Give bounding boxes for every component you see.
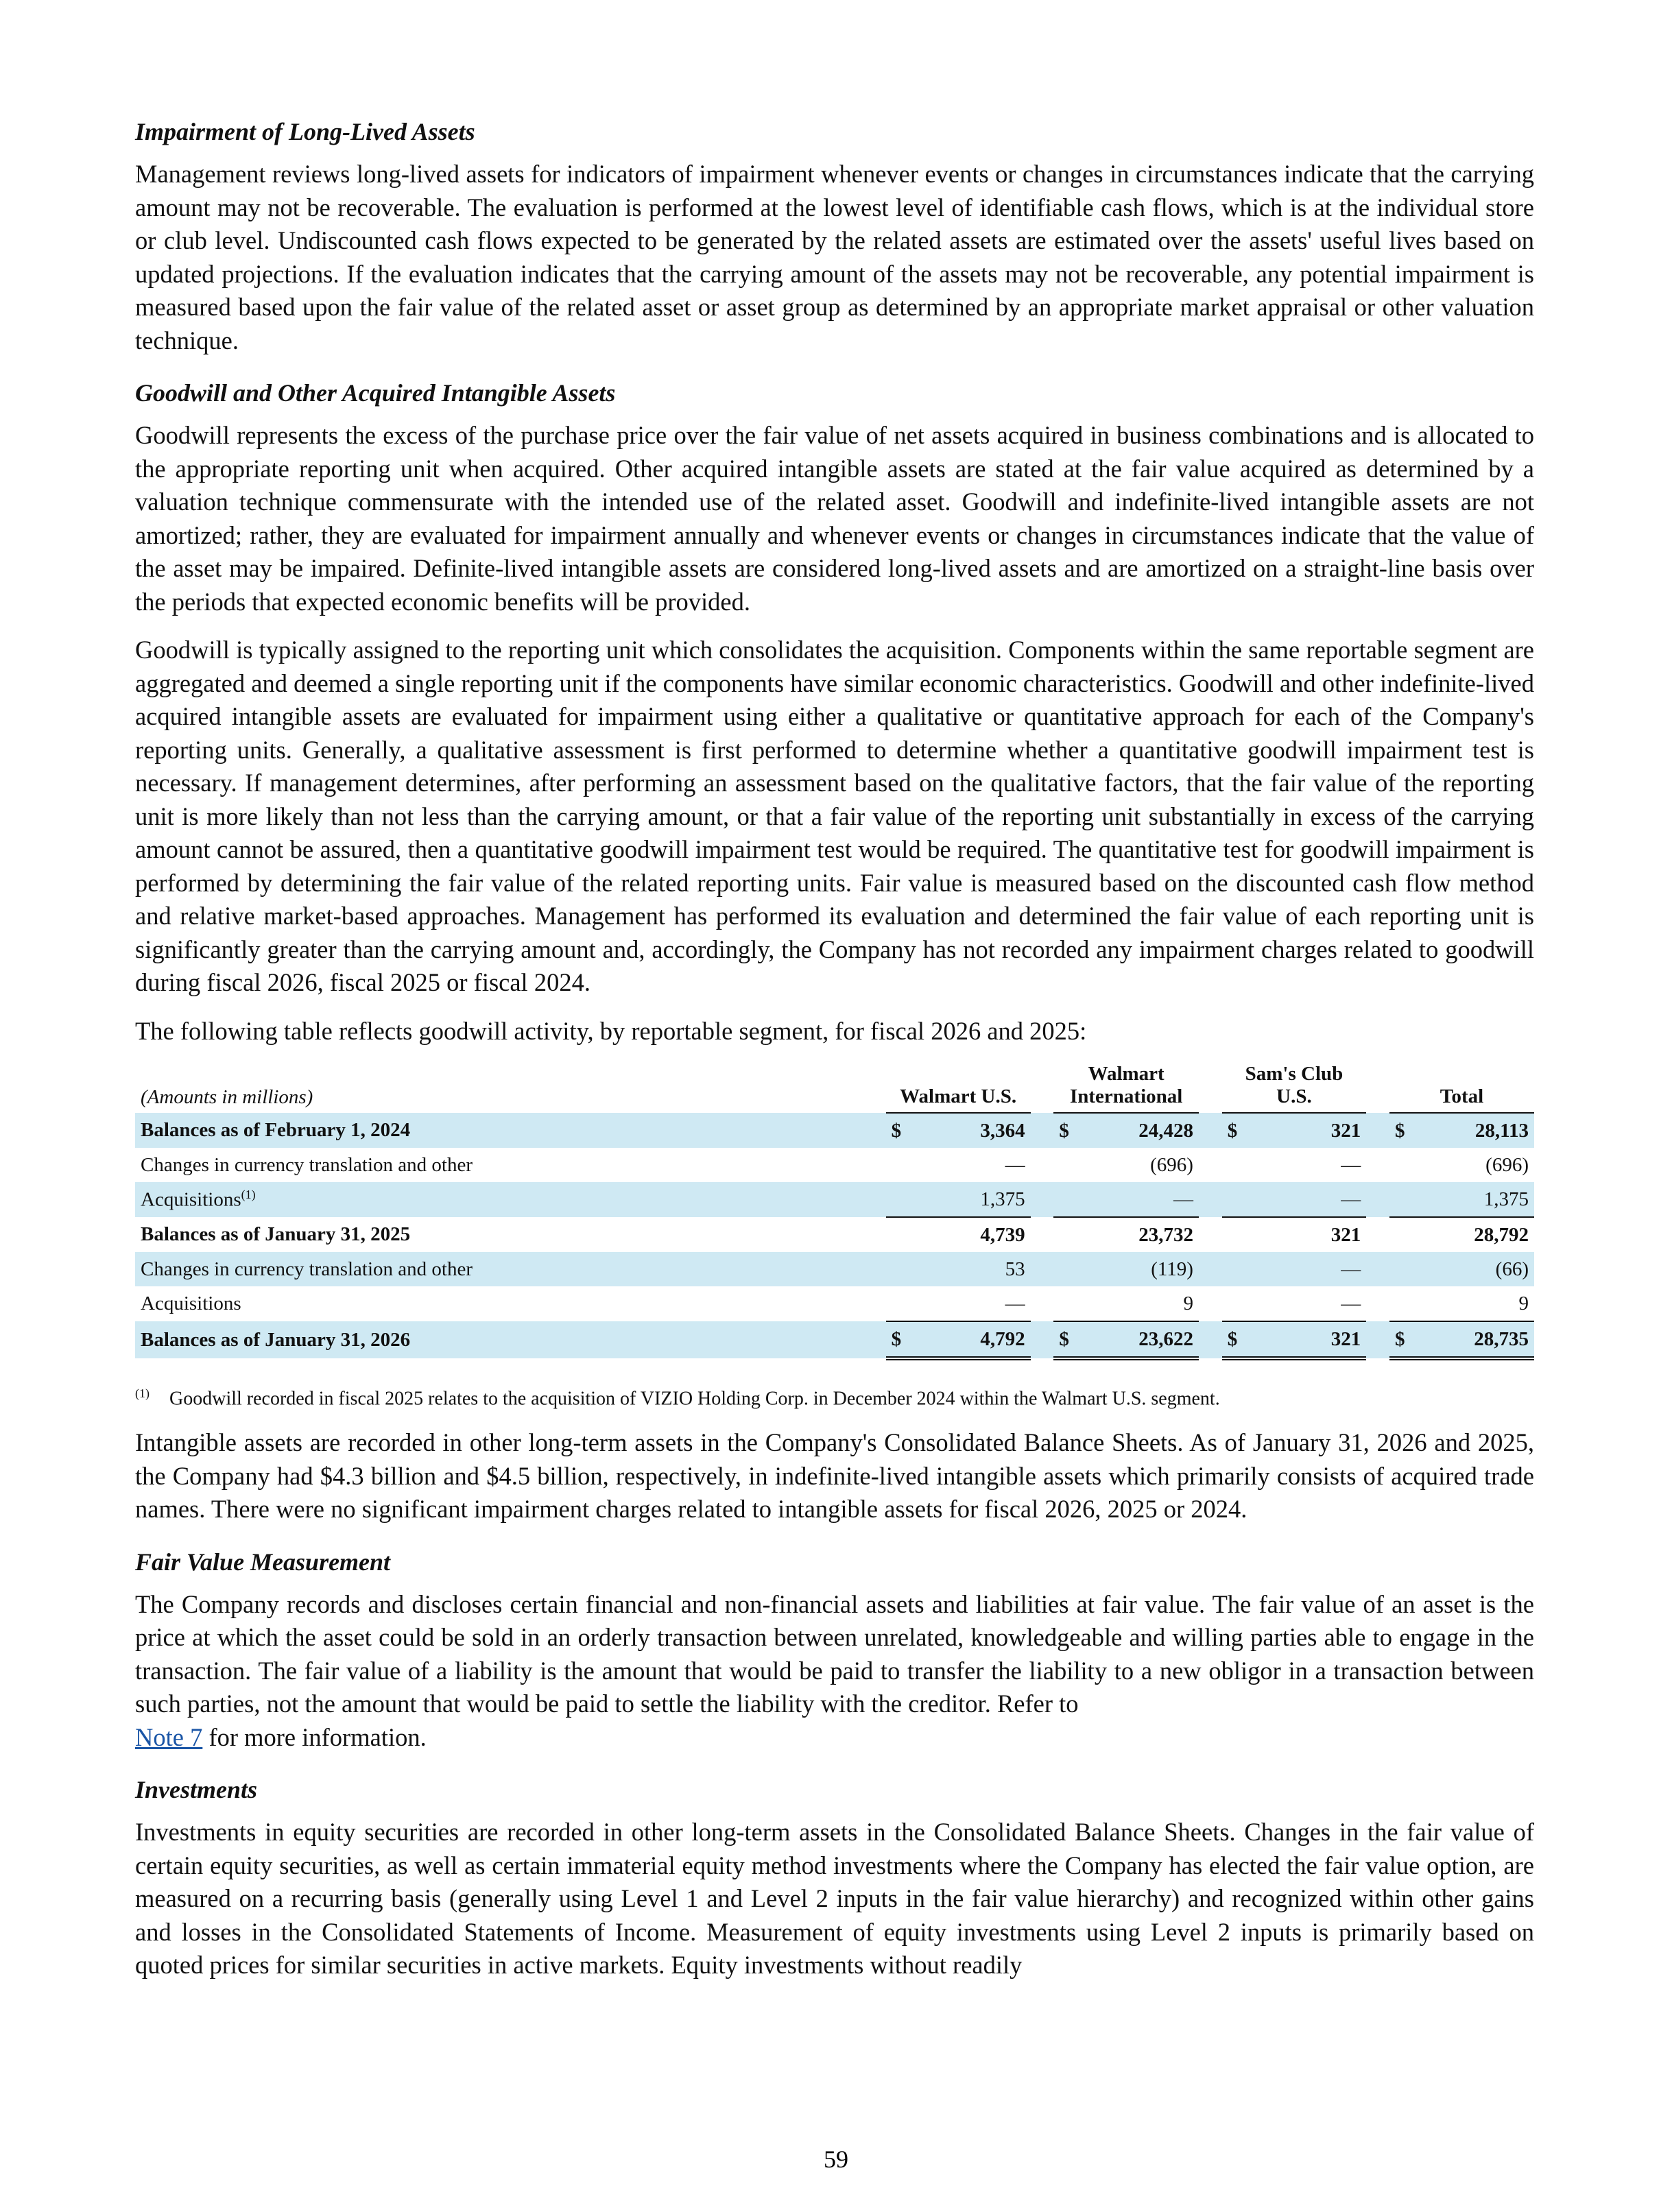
cell-value: 321 <box>1330 1119 1361 1142</box>
currency-symbol <box>1053 1148 1085 1182</box>
note-7-link[interactable]: Note 7 <box>135 1722 203 1751</box>
table-row <box>135 1182 1534 1217</box>
row-label: Balances as of January 31, 2026 <box>141 1328 411 1351</box>
cell-value: — <box>1341 1258 1361 1280</box>
page-number: 59 <box>824 2145 848 2173</box>
cell-value: — <box>1005 1292 1025 1314</box>
cell-value: 321 <box>1254 1321 1367 1358</box>
document-page <box>135 115 1534 1997</box>
paragraph-goodwill-3: The following table reflects goodwill activity, by reportable segment, for fiscal 2026 and 2025: <box>135 1016 1087 1045</box>
currency-symbol: $ <box>1227 1119 1238 1142</box>
cell-value: 4,792 <box>917 1321 1030 1358</box>
cell-value: (66) <box>1495 1258 1529 1280</box>
table-units: (Amounts in millions) <box>141 1086 313 1108</box>
currency-symbol: $ <box>1389 1321 1421 1358</box>
currency-symbol <box>1222 1286 1254 1321</box>
currency-symbol <box>886 1148 918 1182</box>
currency-symbol: $ <box>891 1119 902 1142</box>
row-label: Changes in currency translation and other <box>141 1258 473 1280</box>
cell-value: — <box>1341 1188 1361 1210</box>
currency-symbol <box>1389 1286 1421 1321</box>
heading-impairment: Impairment of Long-Lived Assets <box>135 118 475 145</box>
cell-value: — <box>1341 1153 1361 1176</box>
paragraph-goodwill-2: Goodwill is typically assigned to the reporting unit which consolidates the acquisition. Components within the same reportable segment are aggregated and deemed a single reporting unit if the components have similar economic characteristics. Goodwill and other indefinite-lived acquired intangible assets are evaluated for impairment using either a qualitative or quantitative approach for each of the Company's reporting units. Generally, a qualitative assessment is first performed to determine whether a quantitative goodwill impairment test is necessary. If management determines, after performing an assessment based on the qualitative factors, that the fair value of the reporting unit is more likely than not less than the carrying amount, or that a fair value of the reporting unit substantially in excess of the carrying amount cannot be assured, then a quantitative goodwill impairment test would be required. The quantitative test for goodwill impairment is performed by determining the fair value of the related reporting units. Fair value is measured based on the discounted cash flow method and relative market-based approaches. Management has performed its evaluation and determined the fair value of each reporting unit is significantly greater than the carrying amount and, accordingly, the Company has not recorded any impairment charges related to goodwill during fiscal 2026, fiscal 2025 or fiscal 2024. <box>135 636 1534 996</box>
currency-symbol <box>1222 1148 1254 1182</box>
paragraph-investments: Investments in equity securities are recorded in other long-term assets in the Consolidated Balance Sheets. Changes in the fair value of certain equity securities, as well as certain immaterial equity method investments where the Company has elected the fair value option, are measured on a recurring basis (generally using Level 1 and Level 2 inputs in the fair value hierarchy) and recognized within other gains and losses in the Consolidated Statements of Income. Measurement of equity investments using Level 2 inputs is primarily based on quoted prices for similar securities in active markets. Equity investments without readily <box>135 1818 1534 1980</box>
cell-value: (696) <box>1485 1153 1529 1176</box>
cell-value: 28,735 <box>1421 1321 1534 1358</box>
cell-value: 53 <box>1005 1258 1025 1280</box>
cell-value: 9 <box>1518 1292 1529 1314</box>
cell-value: — <box>1173 1188 1193 1210</box>
table-row <box>135 1321 1534 1358</box>
cell-value: (119) <box>1151 1258 1193 1280</box>
currency-symbol <box>886 1252 918 1286</box>
cell-value: — <box>1341 1292 1361 1314</box>
col-sams-club: Sam's Club U.S. <box>1222 1063 1366 1113</box>
table-header-row <box>135 1063 1534 1113</box>
currency-symbol: $ <box>886 1321 918 1358</box>
cell-value: 28,792 <box>1421 1217 1534 1252</box>
cell-value: 28,113 <box>1474 1119 1529 1142</box>
heading-fair-value: Fair Value Measurement <box>135 1548 391 1576</box>
paragraph-fair-value: The Company records and discloses certain financial and non-financial assets and liabilities at fair value. The fair value of an asset is the price at which the asset could be sold in an orderly transaction between unrelated, knowledgeable and willing parties able to engage in the transaction. The fair value of a liability is the amount that would be paid to transfer the liability to a new obligor in a transaction between such parties, not the amount that would be paid to settle the liability with the creditor. Refer to Note 7 for more information. <box>135 1589 1534 1751</box>
row-label: Balances as of January 31, 2025 <box>141 1223 411 1245</box>
row-label: Changes in currency translation and other <box>141 1153 473 1176</box>
currency-symbol <box>1389 1217 1421 1252</box>
cell-value: 3,364 <box>980 1119 1025 1142</box>
cell-value: 1,375 <box>980 1188 1025 1210</box>
col-total: Total <box>1389 1063 1534 1113</box>
cell-value: 321 <box>1254 1217 1367 1252</box>
currency-symbol <box>1222 1217 1254 1252</box>
currency-symbol <box>1389 1182 1421 1217</box>
paragraph-impairment: Management reviews long-lived assets for indicators of impairment whenever events or changes in circumstances indicate that the carrying amount may not be recoverable. The evaluation is performed at the lowest level of identifiable cash flows, which is at the individual store or club level. Undiscounted cash flows expected to be generated by the related assets are estimated over the assets' useful lives based on updated projections. If the evaluation indicates that the carrying amount of the assets may not be recoverable, any potential impairment is measured based upon the fair value of the related asset or asset group as determined by an appropriate market appraisal or other valuation technique. <box>135 160 1534 354</box>
table-row <box>135 1217 1534 1252</box>
cell-value: — <box>1005 1153 1025 1176</box>
cell-value: 4,739 <box>917 1217 1030 1252</box>
row-label: Acquisitions$^{(1)}$ <box>141 1188 256 1211</box>
col-walmart-us: Walmart U.S. <box>886 1063 1031 1113</box>
cell-value: 1,375 <box>1483 1188 1529 1210</box>
table-footnote: $^{(1)}$ Goodwill recorded in fiscal 2025 relates to the acquisition of VIZIO Holding Corp. in December 2024 within the Walmart U.S. segment. <box>135 1386 1220 1410</box>
row-label: Acquisitions <box>141 1293 241 1314</box>
table-row <box>135 1148 1534 1182</box>
currency-symbol <box>1053 1217 1085 1252</box>
currency-symbol <box>886 1182 918 1217</box>
currency-symbol <box>1389 1148 1421 1182</box>
paragraph-goodwill-4: Intangible assets are recorded in other long-term assets in the Company's Consolidated Balance Sheets. As of January 31, 2026 and 2025, the Company had $4.3 billion and $4.5 billion, respectively, in indefinite-lived intangible assets which primarily consists of acquired trade names. There were no significant impairment charges related to intangible assets for fiscal 2026, 2025 or 2024. <box>135 1428 1534 1524</box>
currency-symbol <box>1389 1252 1421 1286</box>
cell-value: 24,428 <box>1138 1119 1193 1142</box>
cell-value: 23,732 <box>1085 1217 1199 1252</box>
cell-value: 23,622 <box>1085 1321 1199 1358</box>
col-walmart-international: Walmart International <box>1053 1063 1199 1113</box>
table-row <box>135 1286 1534 1321</box>
heading-investments: Investments <box>135 1776 258 1804</box>
currency-symbol <box>1053 1182 1085 1217</box>
table-row <box>135 1113 1534 1148</box>
currency-symbol <box>886 1286 918 1321</box>
currency-symbol: $ <box>1053 1321 1085 1358</box>
cell-value: (696) <box>1150 1153 1193 1176</box>
currency-symbol: $ <box>1394 1119 1405 1142</box>
heading-goodwill: Goodwill and Other Acquired Intangible Assets <box>135 379 616 407</box>
goodwill-table <box>135 1063 1534 1360</box>
cell-value: 9 <box>1183 1292 1193 1314</box>
currency-symbol <box>886 1217 918 1252</box>
row-label: Balances as of February 1, 2024 <box>141 1119 411 1141</box>
currency-symbol: $ <box>1222 1321 1254 1358</box>
table-row <box>135 1252 1534 1286</box>
paragraph-goodwill-1: Goodwill represents the excess of the purchase price over the fair value of net assets acquired in business combinations and is allocated to the appropriate reporting unit when acquired. Other acquired intangible assets are stated at the fair value acquired as determined by a valuation technique commensurate with the intended use of the related asset. Goodwill and indefinite-lived intangible assets are not amortized; rather, they are evaluated for impairment annually and whenever events or changes in circumstances indicate that the value of the asset may be impaired. Definite-lived intangible assets are considered long-lived assets and are amortized on a straight-line basis over the periods that expected economic benefits will be provided. <box>135 421 1534 616</box>
currency-symbol <box>1222 1182 1254 1217</box>
currency-symbol <box>1053 1252 1085 1286</box>
currency-symbol <box>1053 1286 1085 1321</box>
currency-symbol <box>1222 1252 1254 1286</box>
currency-symbol: $ <box>1059 1119 1069 1142</box>
